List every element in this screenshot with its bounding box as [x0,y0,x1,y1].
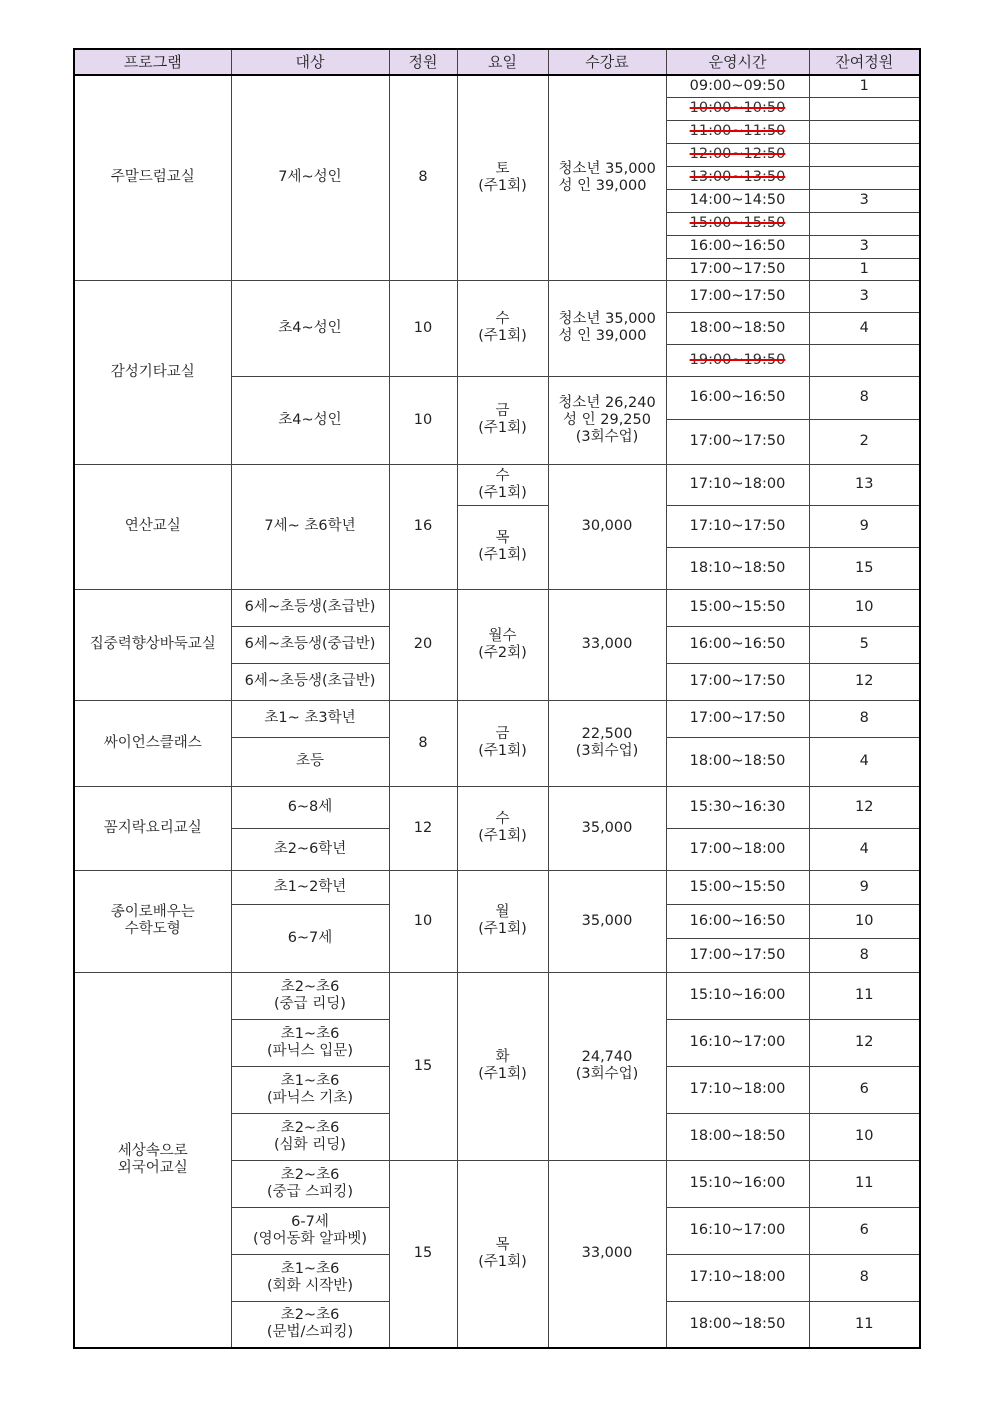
table-cell: 연산교실 [74,464,231,589]
header-hours: 운영시간 [666,49,809,75]
table-cell: 10 [809,589,920,626]
table-cell: 11 [809,1301,920,1348]
table-row [74,786,920,828]
table-row [74,464,920,505]
table-cell: 35,000 [548,786,666,870]
table-cell: 5 [809,626,920,663]
table-cell: 17:10~18:00 [666,1254,809,1301]
table-cell: 10 [809,1113,920,1160]
header-row [74,49,920,75]
table-row [74,589,920,626]
table-row [74,870,920,904]
table-cell: 33,000 [548,1160,666,1348]
table-cell: 12 [809,1019,920,1066]
table-cell: 17:10~18:00 [666,464,809,505]
table-body [74,75,920,1348]
table-cell [809,212,920,235]
table-cell: 금 (주1회) [457,700,548,786]
table-cell: 6 [809,1207,920,1254]
table-cell: 12 [809,663,920,700]
table-cell: 12 [809,786,920,828]
table-cell: 초1~ 초3학년 [231,700,389,737]
table-cell: 초2~초6 (중급 스피킹) [231,1160,389,1207]
table-cell: 8 [809,1254,920,1301]
header-remaining: 잔여정원 [809,49,920,75]
table-cell: 15:10~16:00 [666,972,809,1019]
table-cell: 14:00~14:50 [666,189,809,212]
table-cell: 17:00~18:00 [666,828,809,870]
table-cell: 월수 (주2회) [457,589,548,700]
table-cell: 8 [389,700,457,786]
table-cell: 꼼지락요리교실 [74,786,231,870]
table-cell: 10 [389,870,457,972]
table-cell: 12:00~12:50 [666,143,809,166]
table-cell: 20 [389,589,457,700]
table-cell [809,166,920,189]
table-cell: 수 (주1회) [457,786,548,870]
table-row [74,280,920,312]
table-cell: 1 [809,258,920,280]
table-cell: 초4~성인 [231,376,389,464]
table-cell [809,97,920,120]
table-cell: 16 [389,464,457,589]
table-cell: 30,000 [548,464,666,589]
table-cell: 11 [809,1160,920,1207]
table-cell: 초1~초6 (파닉스 기초) [231,1066,389,1113]
table-cell: 초1~초6 (파닉스 입문) [231,1019,389,1066]
table-cell: 목 (주1회) [457,505,548,589]
table-cell: 초2~초6 (심화 리딩) [231,1113,389,1160]
table-cell: 16:00~16:50 [666,626,809,663]
table-cell: 목 (주1회) [457,1160,548,1348]
table-cell: 6세~초등생(초급반) [231,589,389,626]
table-cell: 4 [809,737,920,786]
table-cell: 6세~초등생(중급반) [231,626,389,663]
table-cell: 15 [389,972,457,1160]
table-row [74,972,920,1019]
table-cell: 15:00~15:50 [666,870,809,904]
table-cell: 16:00~16:50 [666,904,809,938]
table-cell: 13:00~13:50 [666,166,809,189]
table-cell: 18:00~18:50 [666,1113,809,1160]
table-cell: 싸이언스클래스 [74,700,231,786]
table-cell: 13 [809,464,920,505]
table-cell: 7세~ 초6학년 [231,464,389,589]
table-cell: 18:00~18:50 [666,312,809,344]
table-cell: 7세~성인 [231,75,389,280]
table-cell: 18:00~18:50 [666,1301,809,1348]
table-cell: 월 (주1회) [457,870,548,972]
table-cell: 11 [809,972,920,1019]
table-cell: 17:00~17:50 [666,700,809,737]
table-cell: 35,000 [548,870,666,972]
table-cell: 초1~2학년 [231,870,389,904]
table-cell: 집중력향상바둑교실 [74,589,231,700]
table-cell: 1 [809,75,920,97]
table-cell: 24,740 (3회수업) [548,972,666,1160]
table-cell: 17:10~18:00 [666,1066,809,1113]
table-cell: 4 [809,312,920,344]
table-cell: 17:00~17:50 [666,258,809,280]
table-cell: 15:30~16:30 [666,786,809,828]
program-schedule-table [73,48,921,1349]
table-cell: 수 (주1회) [457,280,548,376]
table-cell: 11:00~11:50 [666,120,809,143]
table-cell: 초1~초6 (회화 시작반) [231,1254,389,1301]
header-fee: 수강료 [548,49,666,75]
table-cell: 토 (주1회) [457,75,548,280]
table-cell: 종이로배우는 수학도형 [74,870,231,972]
table-cell: 09:00~09:50 [666,75,809,97]
table-cell: 15 [389,1160,457,1348]
table-cell: 주말드럼교실 [74,75,231,280]
table-cell: 9 [809,870,920,904]
table-cell: 청소년 35,000 성 인 39,000 [548,280,666,376]
table-cell: 15:00~15:50 [666,212,809,235]
table-cell: 8 [809,700,920,737]
table-cell: 17:10~17:50 [666,505,809,547]
table-cell: 수 (주1회) [457,464,548,505]
table-cell [809,344,920,376]
table-cell: 17:00~17:50 [666,280,809,312]
table-cell: 초4~성인 [231,280,389,376]
table-cell: 9 [809,505,920,547]
table-cell: 초2~6학년 [231,828,389,870]
table-cell: 19:00~19:50 [666,344,809,376]
table-cell: 22,500 (3회수업) [548,700,666,786]
table-cell: 17:00~17:50 [666,663,809,700]
table-cell: 15:00~15:50 [666,589,809,626]
table-cell: 10 [809,904,920,938]
header-target: 대상 [231,49,389,75]
table-cell: 17:00~17:50 [666,938,809,972]
table-row [74,75,920,97]
table-cell: 12 [389,786,457,870]
table-cell: 금 (주1회) [457,376,548,464]
header-capacity: 정원 [389,49,457,75]
table-cell: 16:10~17:00 [666,1019,809,1066]
table-cell: 청소년 35,000 성 인 39,000 [548,75,666,280]
table-cell: 33,000 [548,589,666,700]
table-cell: 청소년 26,240 성 인 29,250 (3회수업) [548,376,666,464]
table-cell: 3 [809,189,920,212]
table-cell: 초2~초6 (중급 리딩) [231,972,389,1019]
table-row [74,700,920,737]
table-cell: 17:00~17:50 [666,419,809,464]
table-cell: 10 [389,376,457,464]
table-cell: 화 (주1회) [457,972,548,1160]
table-cell: 3 [809,280,920,312]
table-cell: 15:10~16:00 [666,1160,809,1207]
table-cell [809,143,920,166]
table-cell: 10 [389,280,457,376]
table-cell: 18:00~18:50 [666,737,809,786]
table-cell: 3 [809,235,920,258]
table-cell: 6 [809,1066,920,1113]
table-cell: 8 [809,376,920,419]
table-cell: 6~7세 [231,904,389,972]
table-cell: 16:00~16:50 [666,376,809,419]
table-cell: 세상속으로 외국어교실 [74,972,231,1348]
header-program: 프로그램 [74,49,231,75]
header-day: 요일 [457,49,548,75]
table-cell: 10:00~10:50 [666,97,809,120]
table-cell: 8 [389,75,457,280]
table-cell [809,120,920,143]
table-cell: 15 [809,547,920,589]
table-cell: 4 [809,828,920,870]
table-cell: 6세~초등생(초급반) [231,663,389,700]
table-cell: 16:10~17:00 [666,1207,809,1254]
table-cell: 감성기타교실 [74,280,231,464]
table-cell: 6~8세 [231,786,389,828]
table-cell: 초등 [231,737,389,786]
table-cell: 2 [809,419,920,464]
table-cell: 초2~초6 (문법/스피킹) [231,1301,389,1348]
table-cell: 8 [809,938,920,972]
table-cell: 18:10~18:50 [666,547,809,589]
table-cell: 6-7세 (영어동화 알파벳) [231,1207,389,1254]
table-cell: 16:00~16:50 [666,235,809,258]
